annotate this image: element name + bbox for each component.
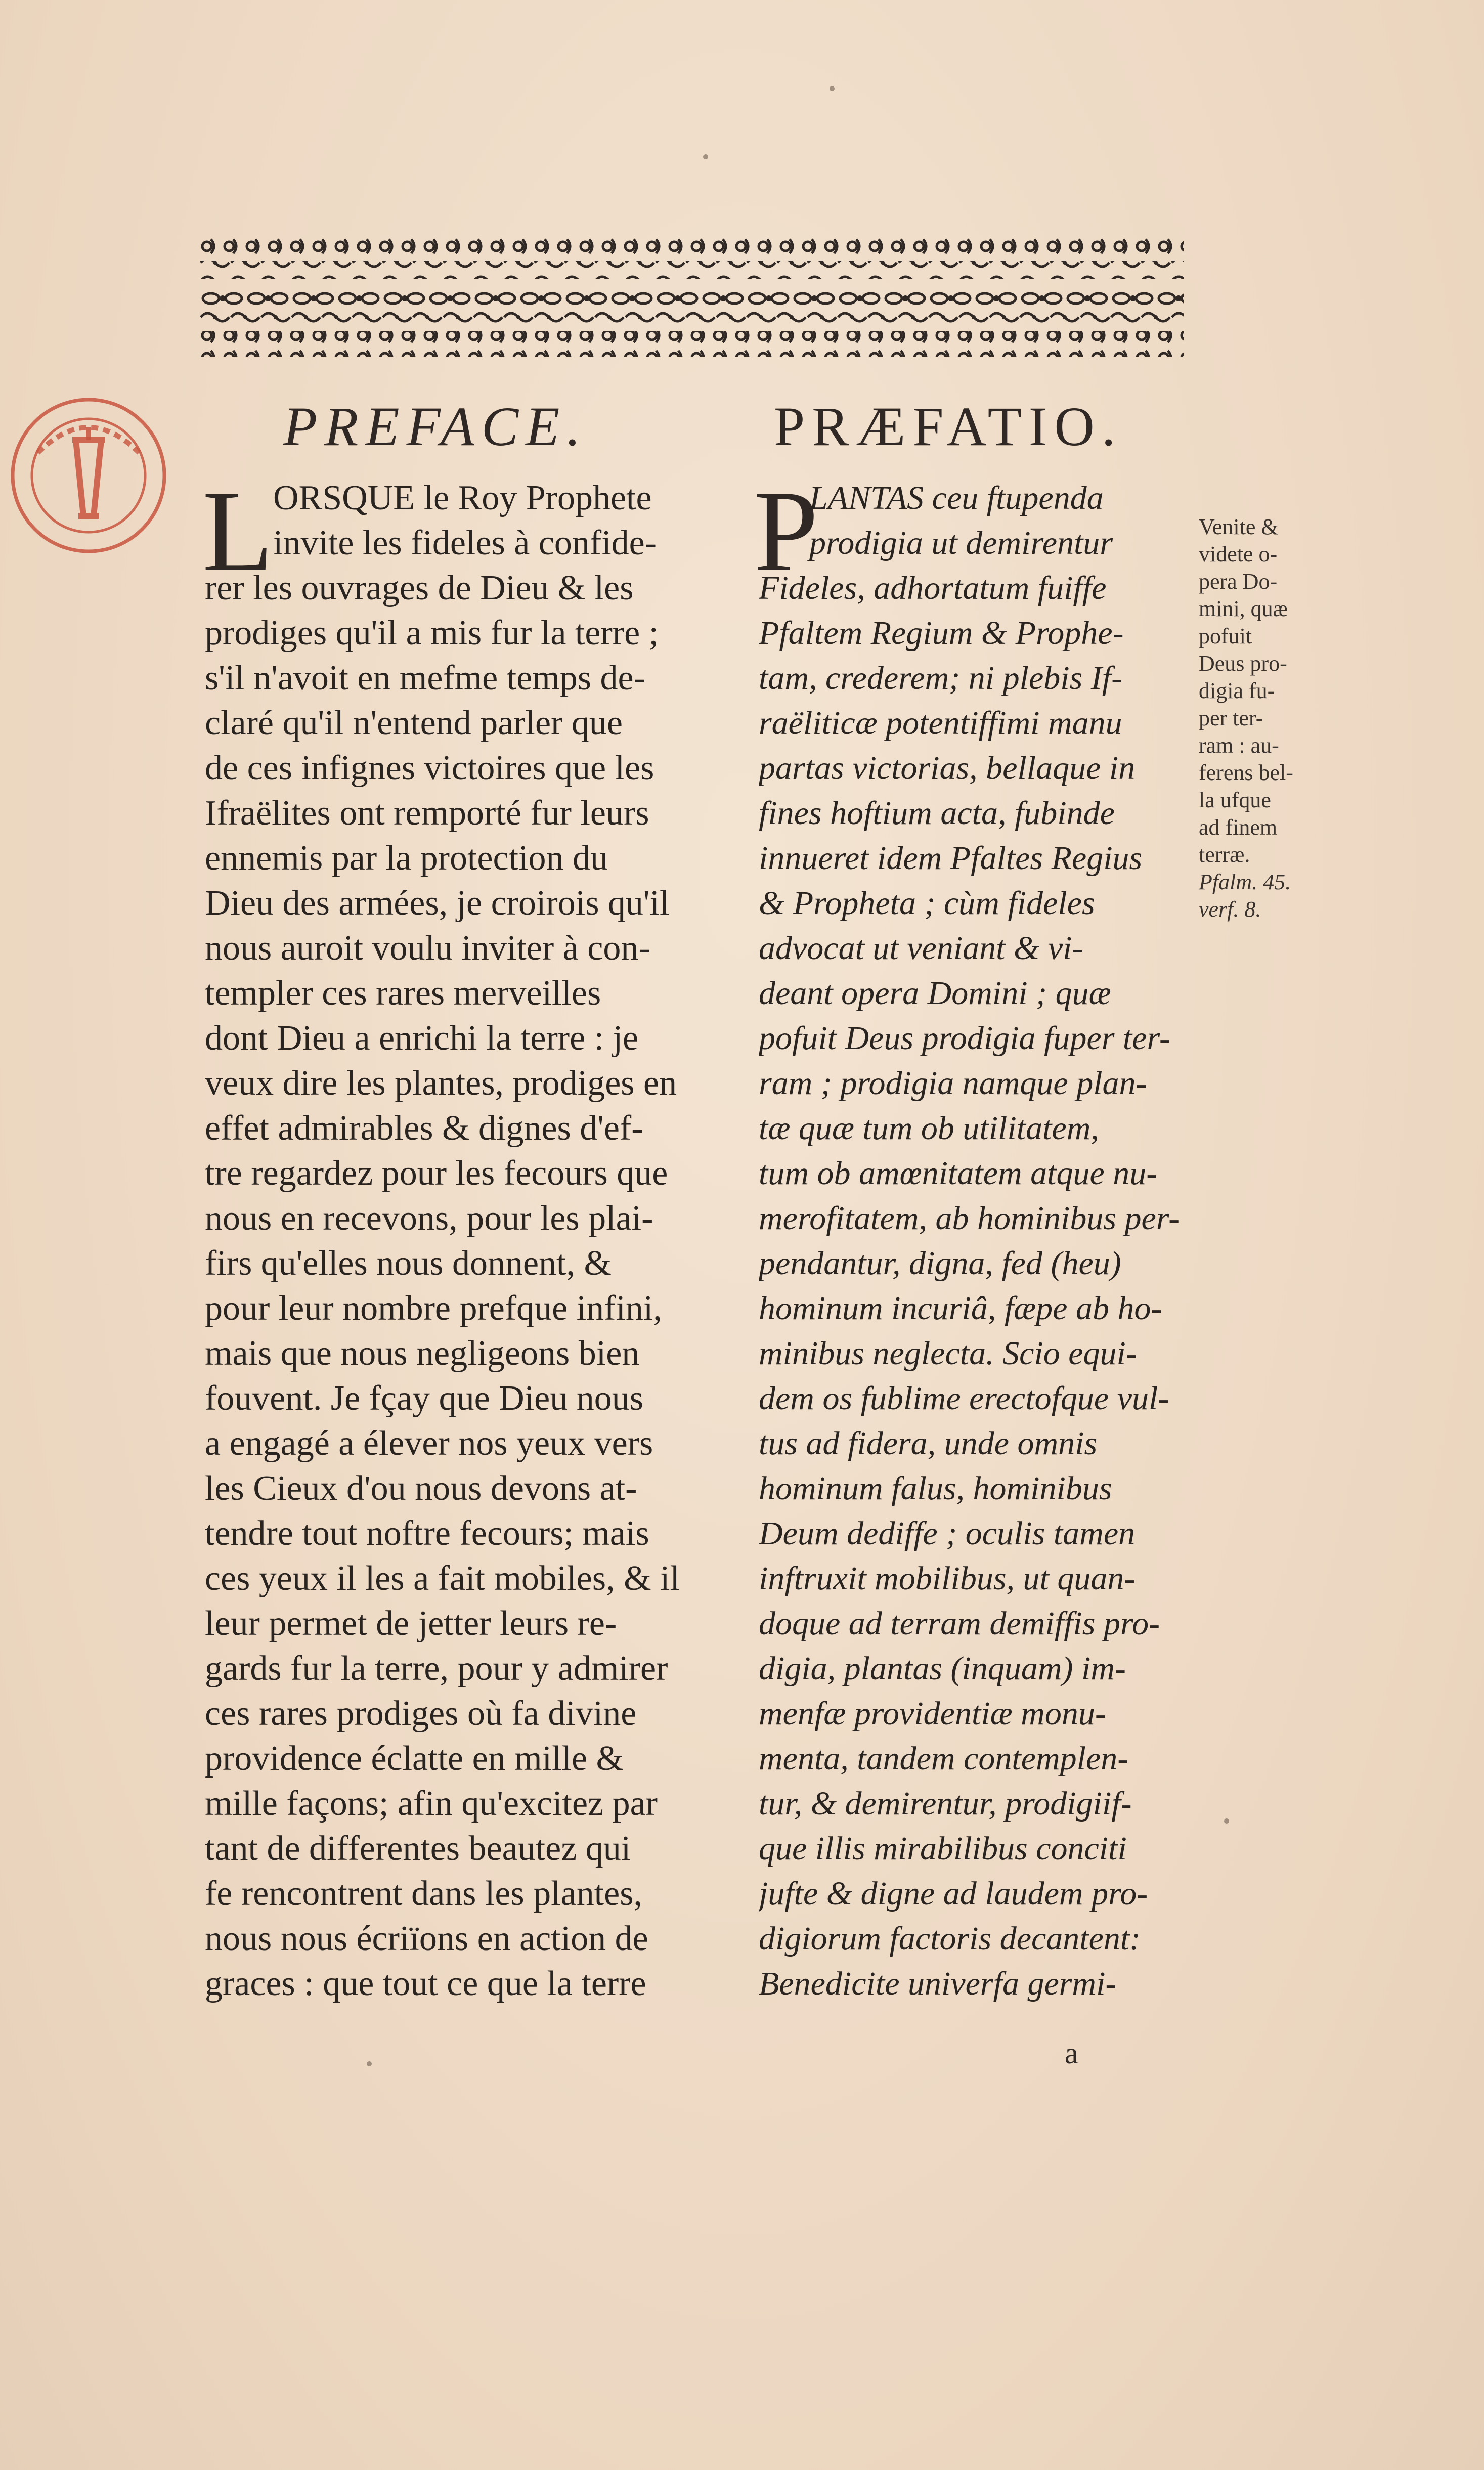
headpiece-ornament [200, 235, 1184, 367]
text-line: pofuit Deus prodigia fuper ter- [759, 1020, 1170, 1057]
text-line: effet admirables & dignes d'ef- [205, 1109, 643, 1148]
text-line: doque ad terram demiffis pro- [759, 1605, 1160, 1642]
text-line: ces yeux il les a fait mobiles, & il [205, 1559, 680, 1598]
margin-note-line: pofuit [1199, 624, 1252, 648]
text-line: digia, plantas (inquam) im- [759, 1650, 1126, 1687]
text-line: nous auroit voulu inviter à con- [205, 929, 650, 968]
text-line: pour leur nombre prefque infini, [205, 1289, 662, 1328]
text-line: pendantur, digna, fed (heu) [759, 1245, 1121, 1282]
text-line: deant opera Domini ; quæ [759, 975, 1111, 1012]
text-line: invite les fideles à confide- [273, 524, 657, 562]
margin-note-line: ferens bel- [1199, 760, 1293, 785]
text-line: fouvent. Je fçay que Dieu nous [205, 1379, 643, 1418]
text-line: inftruxit mobilibus, ut quan- [759, 1560, 1136, 1597]
margin-note-line: Deus pro- [1199, 651, 1287, 676]
text-line: providence éclatte en mille & [205, 1739, 624, 1778]
text-line: prodigia ut demirentur [809, 525, 1113, 561]
margin-note-reference: verf. 8. [1199, 897, 1261, 922]
text-line: firs qu'elles nous donnent, & [205, 1244, 612, 1283]
paper-speck [1224, 1818, 1229, 1824]
margin-note-line: pera Do- [1199, 569, 1278, 594]
text-line: que illis mirabilibus conciti [759, 1830, 1127, 1867]
text-line: tam, crederem; ni plebis If- [759, 660, 1123, 697]
margin-note-line: la ufque [1199, 788, 1271, 812]
text-line: s'il n'avoit en mefme temps de- [205, 659, 645, 698]
text-line: advocat ut veniant & vi- [759, 930, 1083, 967]
text-line: veux dire les plantes, prodiges en [205, 1064, 677, 1103]
text-line: tus ad fidera, unde omnis [759, 1425, 1098, 1462]
signature-mark: a [1065, 2036, 1078, 2070]
text-line: hominum incuriâ, fæpe ab ho- [759, 1290, 1162, 1327]
text-line: dem os fublime erectofque vul- [759, 1380, 1169, 1417]
text-line: tre regardez pour les fecours que [205, 1154, 668, 1193]
text-line: tendre tout noftre fecours; mais [205, 1514, 649, 1553]
margin-note-line: ad finem [1199, 815, 1278, 840]
text-line: LANTAS ceu ftupenda [809, 480, 1104, 516]
text-line: Pfaltem Regium & Prophe- [759, 615, 1124, 652]
text-line: partas victorias, bellaque in [759, 750, 1136, 787]
text-line: fines hoftium acta, fubinde [759, 795, 1115, 832]
margin-note-line: terræ. [1199, 842, 1250, 867]
text-line: minibus neglecta. Scio equi- [759, 1335, 1137, 1372]
text-line: Benedicite univerfa germi- [759, 1965, 1117, 2002]
text-line: & Propheta ; cùm fideles [759, 885, 1095, 922]
text-line: ennemis par la protection du [205, 839, 608, 878]
text-line: ram ; prodigia namque plan- [759, 1065, 1147, 1102]
text-line: merofitatem, ab hominibus per- [759, 1200, 1180, 1237]
margin-note-line: Venite & [1199, 514, 1279, 539]
text-line: innueret idem Pfaltes Regius [759, 840, 1143, 877]
margin-note-line: videte o- [1199, 542, 1278, 567]
margin-note-line: mini, quæ [1199, 596, 1288, 621]
margin-note [1199, 513, 1293, 923]
text-line: mille façons; afin qu'excitez par [205, 1784, 658, 1823]
text-line: tur, & demirentur, prodigiif- [759, 1785, 1132, 1822]
text-line: templer ces rares merveilles [205, 974, 601, 1013]
text-line: rer les ouvrages de Dieu & les [205, 569, 634, 608]
text-line: raëliticæ potentiffimi manu [759, 705, 1122, 742]
text-line: nous nous écriïons en action de [205, 1919, 648, 1958]
text-line: hominum falus, hominibus [759, 1470, 1112, 1507]
margin-note-line: ram : au- [1199, 733, 1279, 758]
text-line: digiorum factoris decantent: [759, 1920, 1141, 1957]
text-line: tum ob amœnitatem atque nu- [759, 1155, 1158, 1192]
text-line: leur permet de jetter leurs re- [205, 1604, 617, 1643]
margin-note-line: per ter- [1199, 706, 1263, 730]
text-line: Fideles, adhortatum fuiffe [759, 570, 1107, 606]
text-line: tæ quæ tum ob utilitatem, [759, 1110, 1099, 1147]
text-line: Deum dediffe ; oculis tamen [759, 1515, 1136, 1552]
heading-french: PREFACE. [283, 396, 588, 457]
heading-latin: PRÆFATIO. [774, 396, 1123, 457]
text-line: Ifraëlites ont remporté fur leurs [205, 794, 649, 833]
text-line: ces rares prodiges où fa divine [205, 1694, 637, 1733]
text-line: Dieu des armées, je croirois qu'il [205, 884, 670, 923]
text-line: menfæ providentiæ monu- [759, 1695, 1106, 1732]
latin-text-column [759, 475, 1189, 2006]
library-stamp [8, 392, 169, 559]
text-line: nous en recevons, pour les plai- [205, 1199, 653, 1238]
paper-speck [830, 86, 835, 91]
text-line: de ces infignes victoires que les [205, 749, 654, 788]
text-line: dont Dieu a enrichi la terre : je [205, 1019, 639, 1058]
text-line: ORSQUE le Roy Prophete [273, 479, 652, 517]
margin-note-line: digia fu- [1199, 678, 1275, 703]
text-line: graces : que tout ce que la terre [205, 1964, 646, 2003]
text-line: tant de differentes beautez qui [205, 1829, 631, 1868]
text-line: gards fur la terre, pour y admirer [205, 1649, 668, 1688]
text-line: fe rencontrent dans les plantes, [205, 1874, 642, 1913]
dropcap-french: L [202, 466, 274, 595]
paper-speck [703, 154, 708, 159]
text-line: menta, tandem contemplen- [759, 1740, 1129, 1777]
text-line: les Cieux d'ou nous devons at- [205, 1469, 637, 1508]
text-line: jufte & digne ad laudem pro- [759, 1875, 1148, 1912]
dropcap-latin: P [754, 466, 818, 595]
text-line: claré qu'il n'entend parler que [205, 704, 623, 743]
margin-note-reference: Pfalm. 45. [1199, 870, 1291, 894]
text-line: mais que nous negligeons bien [205, 1334, 640, 1373]
text-line: prodiges qu'il a mis fur la terre ; [205, 614, 659, 653]
paper-speck [367, 2061, 372, 2066]
french-text-column [205, 475, 728, 2006]
text-line: a engagé a élever nos yeux vers [205, 1424, 653, 1463]
